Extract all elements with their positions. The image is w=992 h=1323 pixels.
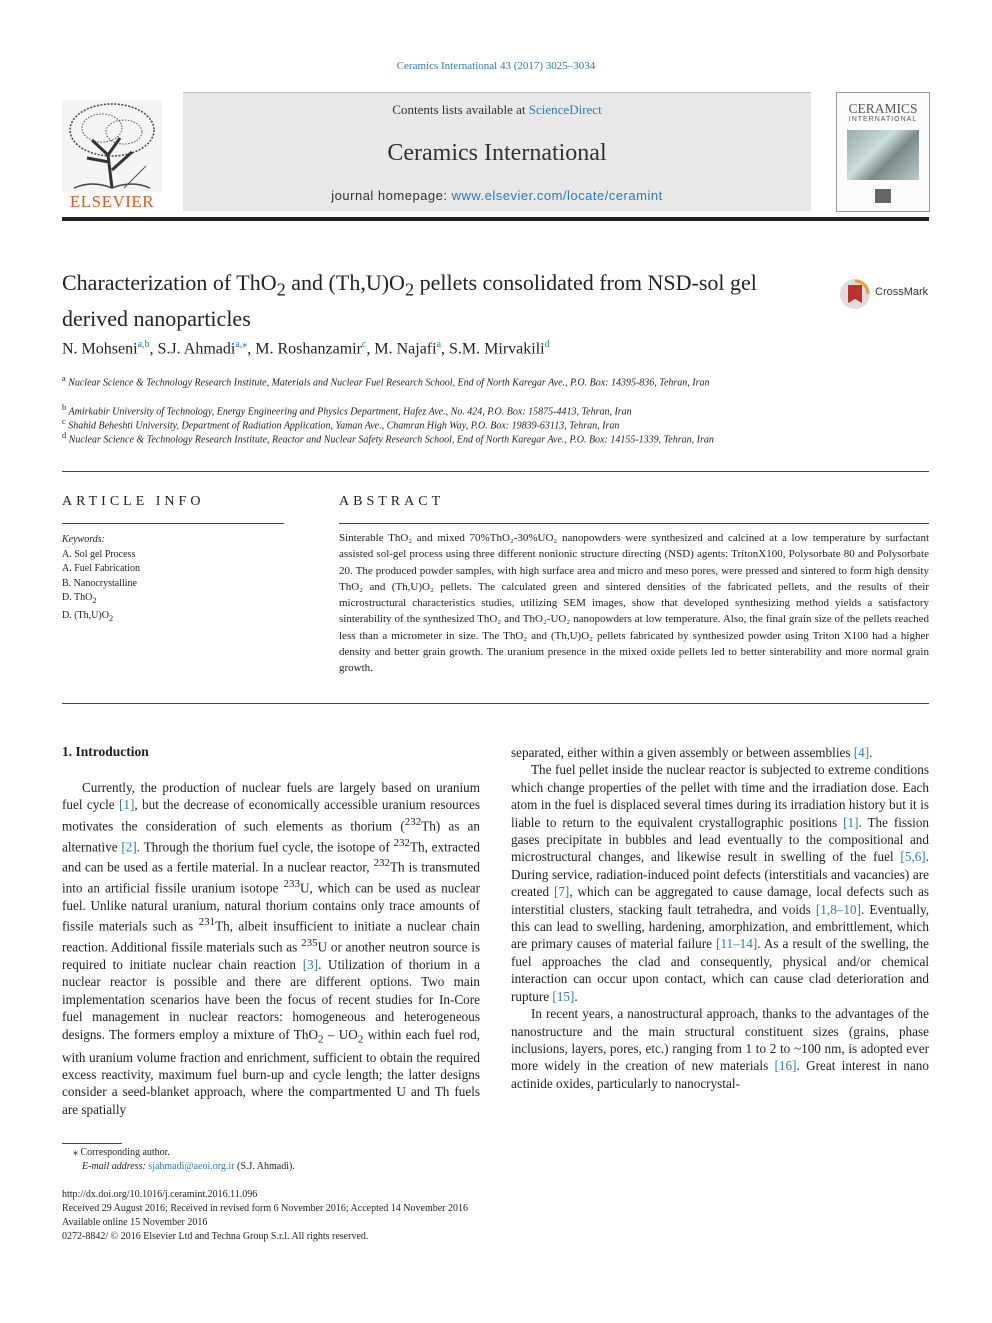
journal-homepage: journal homepage: www.elsevier.com/locate/ceramint [331, 188, 663, 203]
script-text: 235 [301, 937, 318, 950]
keywords-block [62, 533, 282, 626]
script-text: 231 [198, 916, 216, 929]
abstract-text: Sinterable ThO₂ and mixed 70%ThO₂-30%UO₂ nanopowders were synthesized and calcined at a low temperature by surfactant assisted sol-gel process using three different nonionic structure directing (NSD) agents: TritonX100, Polysorbate 80 and Polysorbate 20. The produced powder samples, with high surface area and micro and meso pores, were pressed and sintered to form high density ThO₂ and (Th,U)O₂ pellets. The calculated green and sintered densities of the fabricated pellets, and the results of their microstructural characteristics studies, utilizing SEM images, show that developed synthesizing method yields a satisfactory sinterability of the synthesized ThO₂ and ThO₂-UO₂ nanopowders at low temperature. Also, the final grain size of the pellets reached less than a micrometer in size. The ThO₂ and (Th,U)O₂ pellets fabricated by synthesized powder using Triton X100 had a higher density and better grain growth. The uranium presence in the mixed oxide pellets led to better sinterability and more normal grain growth. [339, 532, 929, 675]
contents-line: Contents lists available at ScienceDirect [392, 102, 602, 117]
script-text: 232 [404, 815, 422, 828]
sciencedirect-link[interactable]: ScienceDirect [528, 102, 602, 117]
corresponding-author-note: ⁎ Corresponding author. [73, 1147, 170, 1158]
affiliation-b: $^b$ Amirkabir University of Technology, Energy Engineering and Physics Department, Hafez Ave., No. 424, P.O. Box: 15875-4413, Tehran, Iran [62, 403, 632, 418]
elsevier-logo[interactable] [62, 100, 162, 210]
citation-link[interactable]: [1,8–10] [815, 901, 861, 917]
author[interactable]: S.J. Ahmadi [157, 340, 236, 358]
keyword: A. Sol gel Process [62, 548, 136, 560]
citation-link[interactable]: [11–14] [716, 936, 758, 952]
crossmark-badge[interactable] [838, 277, 938, 309]
journal-masthead [183, 92, 811, 211]
citation-link[interactable]: [16] [774, 1058, 797, 1074]
cover-image [847, 130, 919, 180]
citation-link[interactable]: [3] [302, 957, 319, 972]
abstract-divider [62, 703, 929, 704]
doi-link[interactable]: http://dx.doi.org/10.1016/j.ceramint.2016.11.096 [62, 1189, 258, 1200]
copyright: 0272-8842/ © 2016 Elsevier Ltd and Techna Group S.r.l. All rights reserved. [62, 1231, 369, 1242]
abstract-heading: ABSTRACT [339, 494, 445, 509]
journal-citation[interactable]: Ceramics International 43 (2017) 3025–3034 [396, 60, 596, 72]
script-text: 233 [283, 878, 300, 891]
article-info-rule [62, 523, 284, 524]
body-paragraph: separated, either within a given assembly or between assemblies [4]. [511, 745, 873, 760]
elsevier-wordmark: ELSEVIER [69, 192, 155, 211]
article-info-heading: ARTICLE INFO [62, 494, 205, 509]
journal-title: Ceramics International [387, 140, 607, 166]
email-link[interactable]: sjahmadi@aeoi.org.ir [148, 1161, 235, 1172]
body-paragraph: The fuel pellet inside the nuclear reactor is subjected to extreme conditions which change properties of the pellet with time and the irradiation dose. Each atom in the fuel is displaced several times during its irradiation history but it is liable to return to the equivalent crystallographic positions [1]. The fission gases precipitate in bubbles and lead eventually to the compositional and microstructural changes, and likewise result in swelling of the fuel [5,6]. During service, radiation-induced point defects (interstitials and vacancies) are created [7], which can be aggregated to cause damage, local defects such as interstitial clusters, stacking fault tetrahedra, and voids [1,8–10]. Eventually, this can lead to swelling, hardening, amorphization, and embrittlement, which are primary causes of material failure [11–14]. As a result of the swelling, the fuel approaches the clad and consequently, physical and/or chemical interaction can occur upon contact, which can cause clad deterioration and rupture [15]. [511, 762, 930, 1004]
cover-subtitle: INTERNATIONAL [848, 116, 918, 123]
citation-link[interactable]: [1] [119, 797, 135, 813]
body-right-column [511, 744, 929, 1092]
author[interactable]: S.M. Mirvakili [449, 340, 545, 358]
journal-cover-thumbnail[interactable] [836, 92, 930, 212]
homepage-link[interactable]: www.elsevier.com/locate/ceramint [451, 188, 663, 203]
citation-link[interactable]: [5,6] [900, 849, 926, 865]
email-note: E-mail address: sjahmadi@aeoi.org.ir (S.J. Ahmadi). [82, 1161, 295, 1172]
script-text: 2 [357, 1033, 364, 1046]
script-text: 232 [393, 836, 410, 849]
cover-publisher-icon [875, 189, 891, 203]
author-list: N. Mohseni$^{a,b}$, S.J. Ahmadi$^{a,⁎}$, M. Roshanzamir$^c$, M. Najafi$^a$, S.M. Mirvakili$^d$ [62, 339, 550, 358]
available-online: Available online 15 November 2016 [62, 1217, 208, 1228]
abstract-rule [339, 523, 929, 524]
script-text: 2 [317, 1033, 324, 1046]
script-text: 232 [373, 857, 390, 870]
cover-title: CERAMICS [848, 101, 918, 116]
keywords-label: Keywords: [62, 534, 105, 545]
author[interactable]: M. Najafi [374, 340, 437, 358]
citation-link[interactable]: [1] [843, 814, 859, 830]
keyword: B. Nanocrystalline [62, 577, 137, 589]
affiliation-a: $^a$ Nuclear Science & Technology Research Institute, Materials and Nuclear Fuel Research School, End of North Karegar Ave., P.O. Box: 14395-836, Tehran, Iran [62, 374, 710, 389]
affiliation-d: $^d$ Nuclear Science & Technology Research Institute, Reactor and Nuclear Safety Research School, End of North Karegar Ave., P.O. Box: 14155-1339, Tehran, Iran [62, 431, 714, 446]
keyword: D. $(Th,U)O_2$ [62, 609, 114, 623]
crossmark-label: CrossMark [875, 286, 929, 298]
body-left-column [62, 779, 480, 1118]
keyword: D. ThO$_2$ [62, 592, 97, 605]
affiliation-divider [62, 471, 929, 472]
citation-link[interactable]: [7] [553, 884, 570, 900]
keyword: A. Fuel Fabrication [62, 563, 141, 574]
article-title: Characterization of ThO$_2$ and $(Th,U)O_2$ pellets consolidated from NSD-sol gel derived nanoparticles [62, 270, 757, 332]
affiliation-c: $^c$ Shahid Beheshti University, Department of Radiation Application, Yaman Ave., Chamran High Way, P.O. Box: 19839-63113, Tehran, Iran [62, 417, 620, 432]
citation-link[interactable]: [2] [121, 839, 137, 854]
author[interactable]: M. Roshanzamir [255, 340, 362, 358]
crossmark-icon [838, 277, 872, 311]
received-dates: Received 29 August 2016; Received in revised form 6 November 2016; Accepted 14 November 2016 [62, 1203, 469, 1214]
footnote-rule [62, 1143, 122, 1144]
body-paragraph: In recent years, a nanostructural approach, thanks to the advantages of the nanostructure and the main structural constituent sizes (grains, phase inclusions, layers, pores, etc.) ranging from 1 to 2 to ~100 nm, is adopted ever more widely in the creation of new materials [16]. Great interest in nano actinide oxides, particularly to nanocrystal- [511, 1006, 929, 1091]
section-heading-introduction: 1. Introduction [62, 744, 149, 759]
citation-link[interactable]: [15] [552, 988, 575, 1004]
body-paragraph: Currently, the production of nuclear fuels are largely based on uranium fuel cycle [1], but the decrease of economically accessible uranium resources motivates the consideration of such elements as thorium ($^{232}$Th) as an alternative [2]. Through the thorium fuel cycle, the isotope of $^{232}$Th, extracted and can be used as a fertile material. In a nuclear reactor, $^{232}$Th is transmuted into an artificial fissile uranium isotope $^{233}$U, which can be used as nuclear fuel. Unlike natural uranium, natural thorium contains only trace amounts of fissile materials such as $^{231}$Th, albeit insufficient to initiate a nuclear chain reaction. Additional fissile materials such as $^{235}$U or another neutron source is required to initiate nuclear chain reaction [3]. Utilization of thorium in a nuclear reactor is possible and there are different options. Two main implementation scenarios have been the focus of recent studies for In-Core fuel management in nuclear reactors: homogeneous and heterogeneous designs. The formers employ a mixture of $ThO_2 - UO_2$ within each fuel rod, with uranium volume fraction and enrichment, sufficient to obtain the required excess reactivity, maximum fuel burn-up and cycle length; the latter designs consider a seed-blanket approach, where the compartmented U and Th fuels are spatially [62, 780, 481, 1117]
header-divider [62, 217, 929, 221]
citation-link[interactable]: [4] [853, 745, 870, 760]
author[interactable]: N. Mohseni [62, 340, 138, 358]
